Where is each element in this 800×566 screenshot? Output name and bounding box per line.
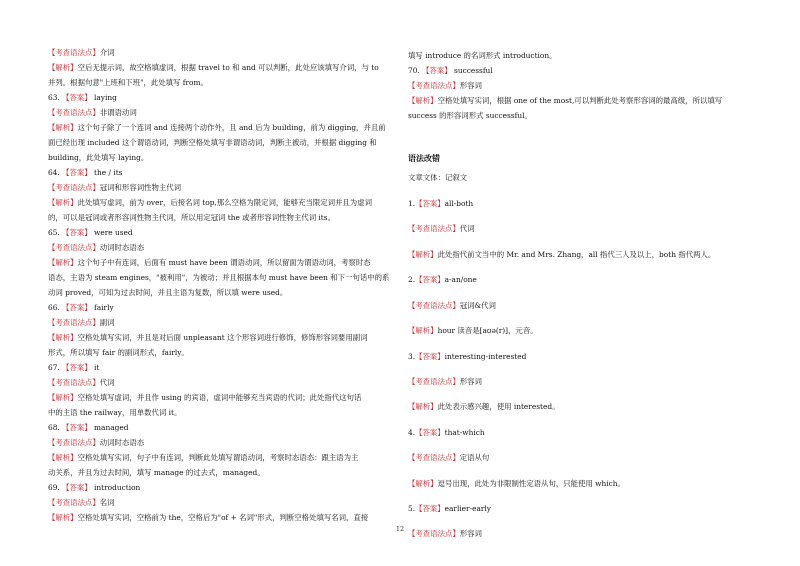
line-text: 形容词 bbox=[459, 81, 482, 90]
text-line bbox=[48, 243, 144, 253]
text-line bbox=[408, 504, 491, 514]
line-text: 介词 bbox=[99, 48, 115, 57]
tag-label: 【考查语法点】 bbox=[48, 378, 100, 387]
text-line bbox=[408, 51, 557, 61]
text-line bbox=[48, 498, 115, 508]
text-line bbox=[408, 199, 473, 209]
text-line bbox=[48, 48, 115, 58]
line-text: 空格处填写实词，句子中有连词，判断此处填写谓语动词，考察时态语态：跟主语为主 bbox=[77, 453, 359, 462]
text-line bbox=[48, 93, 117, 103]
line-text: 67. 【答案】 it bbox=[48, 363, 100, 372]
line-text: 代词 bbox=[99, 378, 115, 387]
line-text: 此处指代前文当中的 Mr. and Mrs. Zhang，all 指代三人及以上，both 指代两人。 bbox=[437, 250, 716, 259]
tag-label: 【考查语法点】 bbox=[48, 183, 100, 192]
text-line bbox=[408, 173, 467, 183]
text-line bbox=[48, 333, 368, 343]
text-line bbox=[48, 78, 208, 88]
text-line bbox=[48, 228, 133, 238]
line-text: 语态，主语为 steam engines，"被利用"，为被动；并且根据本句 must have been 和下一句话中的系 bbox=[48, 273, 390, 282]
text-line bbox=[48, 423, 128, 433]
text-line bbox=[408, 352, 526, 362]
text-line bbox=[408, 479, 625, 489]
tag-label: 【考查语法点】 bbox=[48, 48, 100, 57]
text-line bbox=[48, 483, 140, 493]
text-line bbox=[408, 301, 496, 311]
text-line bbox=[48, 378, 115, 388]
text-line bbox=[408, 326, 538, 336]
text-line bbox=[48, 168, 122, 178]
text-line bbox=[48, 363, 99, 373]
line-text: 并列。根据句意"上班和下班"，此处填写 from。 bbox=[48, 78, 208, 87]
tag-label: 【考查语法点】 bbox=[48, 108, 100, 117]
tag-label: 【考查语法点】 bbox=[48, 243, 100, 252]
tag-label: 【解析】 bbox=[48, 333, 78, 342]
text-line bbox=[408, 81, 482, 91]
line-text: 代词 bbox=[459, 224, 475, 233]
tag-label: 【解析】 bbox=[48, 123, 78, 132]
tag-label: 【解析】 bbox=[48, 393, 78, 402]
line-text: success 的形容词形式 successful。 bbox=[408, 111, 532, 120]
line-text: 冠词和形容词性物主代词 bbox=[99, 183, 182, 192]
line-text: hour 读音是[aʊə(r)]，元音。 bbox=[437, 326, 538, 335]
line-text: 动词时态语态 bbox=[99, 438, 145, 447]
line-text: 动词 proved，可知为过去时间，并且主语为复数，所以填 were used。 bbox=[48, 288, 288, 297]
tag-label: 【考查语法点】 bbox=[48, 318, 100, 327]
line-text: 动关系，并且为过去时间，填写 manage 的过去式，managed。 bbox=[48, 468, 265, 477]
text-line bbox=[48, 408, 181, 418]
text-line bbox=[48, 348, 189, 358]
line-text: 69. 【答案】 introduction bbox=[48, 483, 141, 492]
text-line bbox=[408, 153, 440, 163]
tag-label: 【考查语法点】 bbox=[48, 498, 100, 507]
line-text: 的，可以是冠词或者形容词性物主代词，所以用定冠词 the 或者形容词性物主代词 its。 bbox=[48, 213, 335, 222]
text-line bbox=[48, 393, 361, 403]
line-text: 形式，所以填写 fair 的副词形式，fairly。 bbox=[48, 348, 189, 357]
line-text: 65. 【答案】 were used bbox=[48, 228, 133, 237]
line-text: 填写 introduce 的名词形式 introduction。 bbox=[408, 51, 557, 60]
tag-label: 【解析】 bbox=[408, 326, 438, 335]
text-line bbox=[408, 250, 715, 260]
text-line bbox=[408, 377, 482, 387]
tag-label: 【考查语法点】 bbox=[408, 224, 460, 233]
text-line bbox=[48, 318, 115, 328]
line-text: 3.【答案】interesting-interested bbox=[408, 352, 527, 361]
text-line bbox=[48, 273, 389, 283]
tag-label: 【考查语法点】 bbox=[408, 301, 460, 310]
tag-label: 【考查语法点】 bbox=[48, 438, 100, 447]
line-text: 这个句子除了一个连词 and 连接两个动作外，且 and 后为 building，前为 digging，并且前 bbox=[77, 123, 386, 132]
line-text: 中的主语 the railway，用单数代词 it。 bbox=[48, 408, 182, 417]
line-text: 空后无提示词，故空格填虚词，根据 travel to 和 and 可以判断，此处应该填写介词，与 to bbox=[77, 63, 379, 72]
line-text: building，此处填写 laying。 bbox=[48, 153, 149, 162]
text-line bbox=[48, 513, 368, 523]
line-text: 63. 【答案】 laying bbox=[48, 93, 117, 102]
text-line bbox=[48, 153, 148, 163]
tag-label: 【解析】 bbox=[48, 513, 78, 522]
text-line bbox=[408, 96, 722, 106]
line-text: 定语从句 bbox=[459, 453, 490, 462]
line-text: 64. 【答案】 the / its bbox=[48, 168, 123, 177]
tag-label: 【解析】 bbox=[48, 453, 78, 462]
line-text: 68. 【答案】 managed bbox=[48, 423, 129, 432]
line-text: 空格处填写实词，并且是对后面 unpleasant 这个形容词进行修饰，修饰形容词要用副词 bbox=[77, 333, 368, 342]
tag-label: 【解析】 bbox=[408, 402, 438, 411]
line-text: 语法改错 bbox=[408, 153, 440, 163]
text-line bbox=[408, 402, 559, 412]
line-text: 文章文体：记叙文 bbox=[408, 173, 468, 182]
tag-label: 【考查语法点】 bbox=[408, 377, 460, 386]
tag-label: 【解析】 bbox=[408, 96, 438, 105]
text-line bbox=[48, 453, 358, 463]
line-text: 非谓语动词 bbox=[99, 108, 137, 117]
tag-label: 【考查语法点】 bbox=[408, 81, 460, 90]
line-text: 5.【答案】earlier-early bbox=[408, 504, 491, 513]
line-text: 冠词&代词 bbox=[459, 301, 496, 310]
line-text: 形容词 bbox=[459, 529, 482, 538]
line-text: 1.【答案】all-both bbox=[408, 199, 474, 208]
line-text: 动词时态语态 bbox=[99, 243, 145, 252]
line-text: 此处填写虚词，前为 over，后接名词 top,那么空格为限定词，能够充当限定词并且为虚词 bbox=[77, 198, 372, 207]
line-text: 逗号出现，此处为非限制性定语从句，只能使用 which。 bbox=[437, 479, 625, 488]
tag-label: 【解析】 bbox=[48, 63, 78, 72]
line-text: 70. 【答案】 successful bbox=[408, 66, 493, 75]
tag-label: 【考查语法点】 bbox=[408, 453, 460, 462]
line-text: 这个句子中有连词，后面有 must have been 谓语动词，所以留面为谓语动词，考察时态 bbox=[77, 258, 371, 267]
line-text: 名词 bbox=[99, 498, 115, 507]
text-line bbox=[48, 123, 386, 133]
tag-label: 【解析】 bbox=[408, 250, 438, 259]
text-line bbox=[48, 213, 335, 223]
tag-label: 【解析】 bbox=[408, 479, 438, 488]
line-text: 形容词 bbox=[459, 377, 482, 386]
line-text: 面已经出现 included 这个谓语动词，判断空格处填写非谓语动词，判断主被动，并根据 digging 和 bbox=[48, 138, 377, 147]
line-text: 空格处填写实词，空格前为 the，空格后为"of + 名词"形式，判断空格处填写名词，直接 bbox=[77, 513, 369, 522]
line-text: 4.【答案】that-which bbox=[408, 428, 485, 437]
text-line bbox=[48, 438, 144, 448]
text-line bbox=[48, 108, 137, 118]
text-line bbox=[48, 303, 114, 313]
text-line bbox=[48, 288, 287, 298]
line-text: 副词 bbox=[99, 318, 115, 327]
text-line bbox=[408, 66, 493, 76]
text-line bbox=[48, 198, 372, 208]
line-text: 2.【答案】a-an/one bbox=[408, 275, 477, 284]
tag-label: 【解析】 bbox=[48, 258, 78, 267]
tag-label: 【考查语法点】 bbox=[408, 529, 460, 538]
line-text: 此处表示感兴趣，使用 interested。 bbox=[437, 402, 560, 411]
text-line bbox=[48, 258, 371, 268]
page-number: 12 bbox=[395, 525, 405, 533]
line-text: 空格处填写实词，根据 one of the most,可以判断此处考察形容词的最高级，所以填写 bbox=[437, 96, 723, 105]
text-line bbox=[408, 275, 477, 285]
text-line bbox=[408, 224, 475, 234]
text-line bbox=[48, 183, 181, 193]
text-line bbox=[408, 111, 532, 121]
text-line bbox=[48, 63, 379, 73]
text-line bbox=[408, 428, 485, 438]
tag-label: 【解析】 bbox=[48, 198, 78, 207]
line-text: 66. 【答案】 fairly bbox=[48, 303, 114, 312]
text-line bbox=[48, 468, 265, 478]
text-line bbox=[48, 138, 377, 148]
line-text: 空格处填写虚词，并且作 using 的宾语，虚词中能够充当宾语的代词；此处指代这句话 bbox=[77, 393, 362, 402]
text-line bbox=[408, 453, 489, 463]
